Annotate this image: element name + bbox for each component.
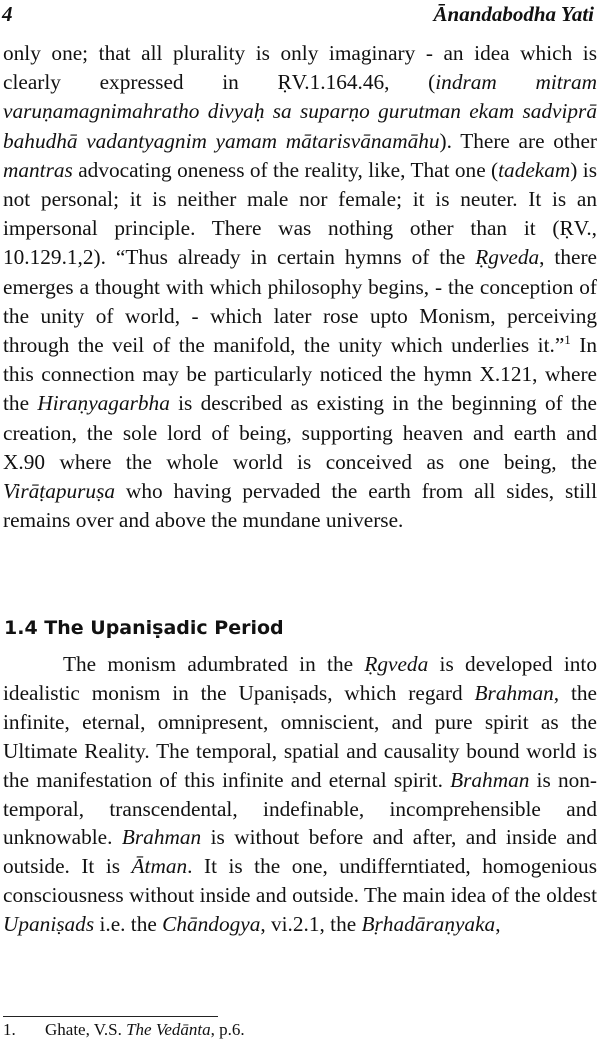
running-title: Ānandabodha Yati <box>433 2 594 26</box>
italic-term: tadekam <box>498 157 571 182</box>
text-run: is non-temporal, transcendental, indefinable, incomprehensible and unknowable. <box>3 767 597 850</box>
italic-term: Brahman <box>474 680 554 705</box>
footnote-author: Ghate, V.S. <box>45 1020 127 1039</box>
running-header <box>0 0 594 34</box>
italic-term: Chāndogya <box>162 912 261 937</box>
text-run: advocating oneness of the reality, like, That one ( <box>72 157 499 182</box>
footnote-divider <box>3 1016 218 1017</box>
section-heading: 1.4 The Upaniṣadic Period <box>4 617 284 639</box>
paragraph-2 <box>3 650 597 939</box>
italic-term: Bṛhadāraṇyaka <box>361 912 496 937</box>
text-run: The monism adumbrated in the <box>63 652 365 676</box>
text-run: ) is not personal; it is neither male nor female; it is neuter. It is an impersonal principle. There was nothing other than it (ṚV., 10.129.1,2). “Thus already in certain hymns of the <box>3 157 597 270</box>
footnote-number: 1. <box>3 1020 16 1039</box>
italic-term: Ṛgveda <box>475 245 540 270</box>
text-run: . It is the one, undifferntiated, homogenious consciousness without inside and outside. The main idea of the oldest <box>3 854 597 908</box>
text-run: , there emerges a thought with which philosophy begins, - the conception of the unity of world, - which later rose upto Monism, perceiving through the veil of the manifold, the unity which underlies it.” <box>3 245 597 358</box>
footnote-work: The Vedānta <box>126 1020 211 1039</box>
text-run: is without before and after, and inside and outside. It is <box>3 825 598 879</box>
italic-term: Hiraṇyagarbha <box>37 391 170 416</box>
footnote-marker: 1 <box>564 331 571 347</box>
text-run: , the infinite, eternal, omnipresent, omniscient, and pure spirit as the Ultimate Reality. The temporal, spatial and causality bound world is the manifestation of this infinite and eternal spirit. <box>3 680 597 792</box>
italic-term: Ṛgveda <box>364 652 429 676</box>
paragraph-1 <box>3 39 597 535</box>
italic-term: Upaniṣads <box>3 912 95 937</box>
italic-term: Ātman <box>131 854 188 879</box>
italic-term: mantras <box>3 157 73 182</box>
text-run: i.e. the <box>94 912 163 937</box>
italic-term: Virāṭapuruṣa <box>3 479 116 504</box>
text-run: only one; that all plurality is only imaginary - an idea which is clearly expressed in ṚV.1.164.46, ( <box>3 41 597 95</box>
footnote <box>3 1020 245 1040</box>
sanskrit-verse: indram mitram varuṇamagnimahratho divyaḥ sa suparṇo gurutman ekam sadviprā bahudhā vadantyagnim yamam mātarisvānamāhu <box>3 70 597 153</box>
text-run: , vi.2.1, the <box>260 912 362 937</box>
text-run: is developed into idealistic monism in the Upaniṣads, which regard <box>3 652 597 705</box>
text-run: , <box>495 912 501 937</box>
italic-term: Brahman <box>121 825 202 850</box>
page-number: 4 <box>2 2 13 26</box>
text-run: who having pervaded the earth from all sides, still remains over and above the mundane universe. <box>3 479 597 533</box>
footnote-page: , p.6. <box>210 1020 245 1039</box>
text-run: is described as existing in the beginning of the creation, the sole lord of being, supporting heaven and earth and X.90 where the whole world is conceived as one being, the <box>3 391 598 474</box>
text-run: In this connection may be particularly noticed the hymn X.121, where the <box>3 333 597 416</box>
italic-term: Brahman <box>450 767 530 792</box>
text-run: ). There are other <box>439 128 597 153</box>
